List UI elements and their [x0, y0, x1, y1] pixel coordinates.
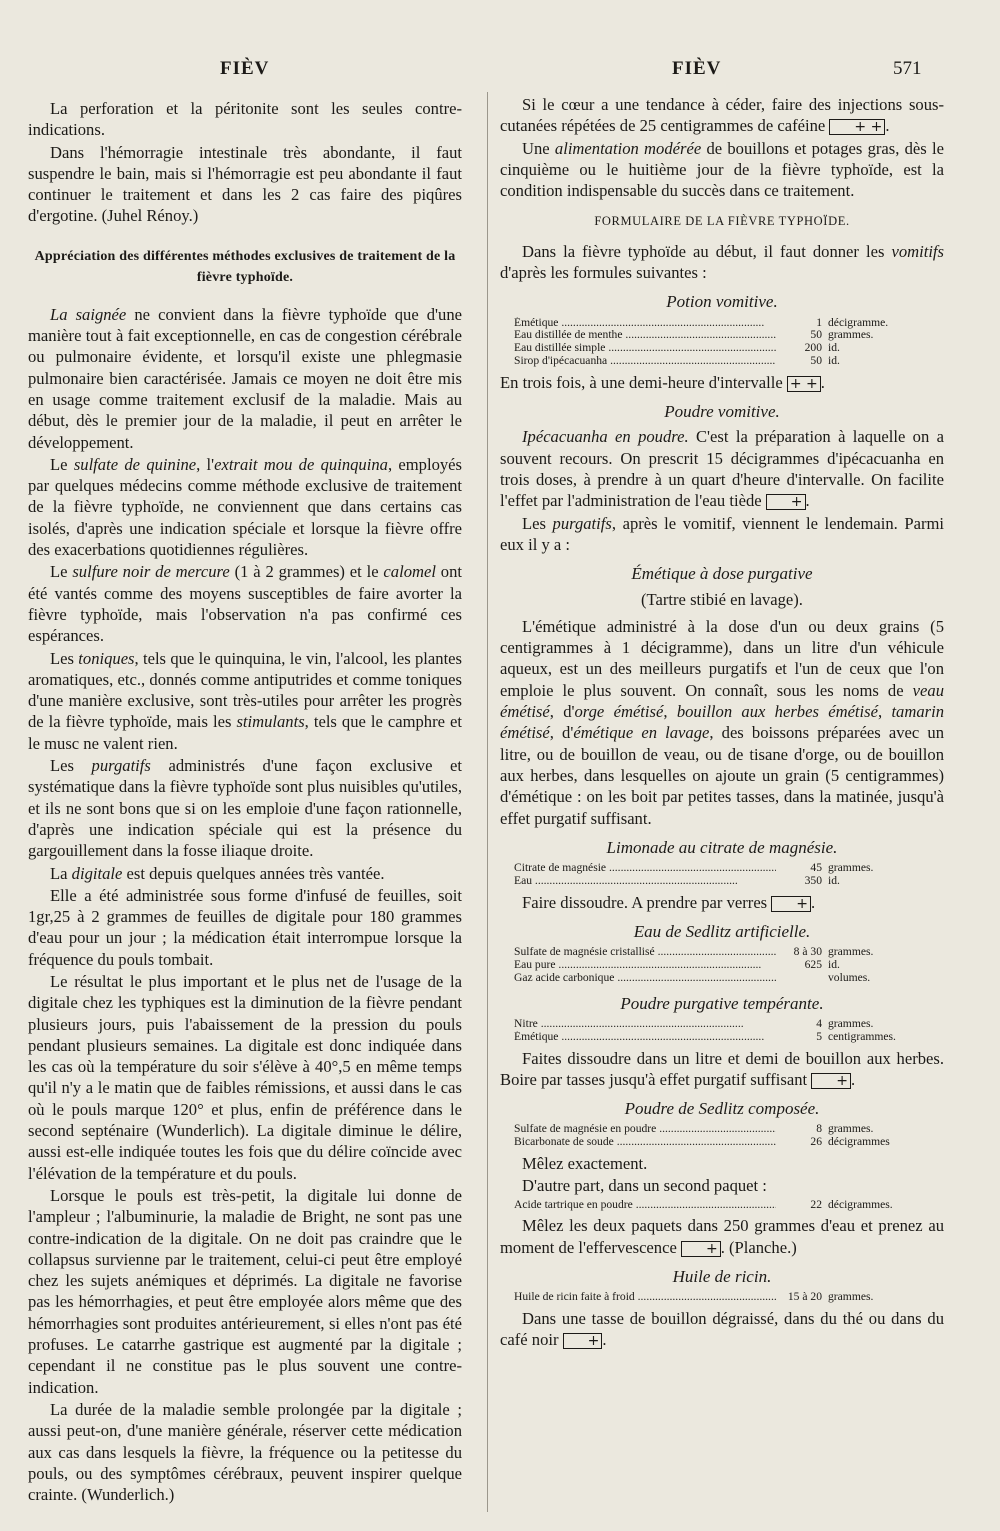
formula-row: [514, 1031, 944, 1044]
ingredient-name: Eau .....: [514, 875, 776, 888]
ingredient-name: Citrate de magnésie .....: [514, 862, 776, 875]
formula-row: [514, 946, 944, 959]
formula-row: [514, 1291, 944, 1304]
ingredient-unit: centigrammes.: [828, 1029, 896, 1043]
potion-note: En trois fois, à une demi-heure d'intervalle + + .: [500, 372, 825, 392]
paragraph-saignee: La saignée ne convient dans la fièvre typhoïde que d'une manière tout à fait exceptionnelle, en cas de congestion cérébrale ou pulmonaire évidente, et lorsqu'il existe une phlegmasie pulmonaire bien caractérisée. Jamais ce moyen ne doit être mis en usage comme traitement exclusif de la maladie. Mais au début, dès le premier jour de la maladie, il peut en arrêter le développement.: [28, 304, 463, 452]
running-head-left: FIÈV: [220, 58, 270, 79]
temperante-note: Faites dissoudre dans un litre et demi de bouillon aux herbes. Boire par tasses jusqu'à effet purgatif suffisant + .: [500, 1048, 944, 1089]
ingredient-quantity: 200: [804, 341, 822, 355]
paragraph-emetique: L'émétique administré à la dose d'un ou deux grains (5 centigrammes à 1 décigramme), dans un litre d'un véhicule aqueux, est un des meilleurs purgatifs et l'un de ceux que l'on emploie le plus souvent. On connaît, sous les noms de veau émétisé, d'orge émétisé, bouillon aux herbes émétisé, tamarin émétisé, d'émétique en lavage, des boissons préparées avec un litre, ou de bouillon de veau, ou de tisane d'orge, ou de bouillon aux herbes, dans lesquelles on ajoute un grain (5 centigrammes) d'émétique : on les boit par petites tasses, dans la matinée, jusqu'à effet purgatif suffisant.: [500, 616, 944, 828]
formula-table-acide: [514, 1199, 944, 1212]
ingredient-quantity: 8: [816, 1122, 822, 1136]
formula-table-composee: [514, 1123, 944, 1149]
formula-title-emetique: Émétique à dose purgative: [631, 564, 813, 584]
plus-plus-sign: + +: [829, 119, 885, 135]
left-column: [28, 98, 462, 1506]
formula-row: [514, 875, 944, 888]
paragraph-contraindications: La perforation et la péritonite sont les seules contre-indications.: [28, 99, 462, 140]
ingredient-name: Nitre .....: [514, 1018, 776, 1031]
limonade-note: Faire dissoudre. A prendre par verres + .: [522, 892, 816, 912]
ingredient-unit: id.: [828, 354, 840, 368]
ingredient-name: Sulfate de magnésie en poudre .....: [514, 1123, 776, 1136]
ingredient-unit: grammes.: [828, 1290, 874, 1304]
paragraph-hemorrhage: Dans l'hémorragie intestinale très abondante, il faut suspendre le bain, mais si l'hémorragie est peu abondante il faut continuer le traitement et dans les 2 cas faire des piqûres d'ergotine. (Juhel Rénoy.): [28, 142, 462, 226]
formula-title-composee: Poudre de Sedlitz composée.: [624, 1099, 820, 1119]
formula-row: [514, 329, 944, 342]
ingredient-unit: volumes.: [828, 970, 871, 984]
paragraph-sulfate: Le sulfate de quinine, l'extrait mou de quinquina, employés par quelques médecins comme méthode exclusive de traitement de la fièvre typhoïde, ne conviennent que dans certains cas isolés, d'après une indication spéciale et lorsque la fièvre offre des exacerbations quotidiennes régulières.: [28, 454, 462, 560]
formula-row: [514, 1199, 944, 1212]
ingredient-unit: grammes.: [828, 1016, 874, 1030]
ingredient-name: Huile de ricin faite à froid .....: [514, 1291, 776, 1304]
ingredient-name: Émétique .....: [514, 1031, 776, 1044]
ingredient-quantity: 45: [810, 861, 822, 875]
formula-row: [514, 317, 944, 330]
autre-part: D'autre part, dans un second paquet :: [522, 1176, 767, 1196]
right-column: [500, 94, 944, 1352]
ingredient-unit: décigrammes: [828, 1135, 890, 1149]
formula-title-poudre: Poudre vomitive.: [664, 402, 780, 422]
page-number: 571: [893, 58, 922, 79]
paragraph-duree: La durée de la maladie semble prolongée par la digitale ; aussi peut-on, d'une manière générale, réserver cette médication aux cas dans lesquels la fièvre, la fréquence ou la petitesse du pouls, ou des symptômes cérébraux, peuvent inspirer quelque crainte. (Wunderlich.): [28, 1399, 462, 1505]
ingredient-name: Eau distillée de menthe .....: [514, 329, 776, 342]
paragraph-digitale: La digitale est depuis quelques années très vantée.: [50, 863, 385, 883]
formula-row: [514, 1136, 944, 1149]
formula-title-sedlitz: Eau de Sedlitz artificielle.: [633, 921, 811, 941]
formula-title-potion: Potion vomitive.: [666, 292, 778, 312]
ingredient-quantity: 1: [816, 315, 822, 329]
paragraph-lorsque: Lorsque le pouls est très-petit, la digitale lui donne de l'ampleur ; l'albuminurie, la maladie de Bright, ne sont pas une contre-indication de la digitale. On ne doit pas craindre que le collapsus survienne par le traitement, celui-ci peut être employé chez les sujets anémiques et déprimés. La digitale ne favorise pas les hémorrhagies, et peut être employée alors même que des hémorrhagies sont produites antérieurement, si elles n'ont pas été profuses. Le catarrhe gastrique est augmenté par la digitale ; cependant il ne constitue pas le plus souvent une contre-indication.: [28, 1185, 462, 1397]
paragraph-resultat: Le résultat le plus important et le plus net de l'usage de la digitale chez les typhiques est la diminution de la fièvre pendant plusieurs jours, puis l'abaissement de la pression du pouls pendant plusieurs semaines. La digitale est donc indiquée dans les cas où la température du soir s'élève à 40°,5 en même temps qu'il n'y a le matin que de faibles rémissions, et aussi dans le cas où le pouls marque 120° et plus, enfin de préférence dans le second septénaire (Wunderlich). La digitale diminue le délire, aussi est-elle indiquée toutes les fois que du délire coïncide avec l'élévation de la température et du pouls.: [28, 971, 462, 1183]
formulary-title: FORMULAIRE DE LA FIÈVRE TYPHOÏDE.: [594, 214, 850, 229]
formula-row: [514, 342, 944, 355]
paragraph-toniques: Les toniques, tels que le quinquina, le vin, l'alcool, les plantes aromatiques, etc., donnés comme antiputrides et comme toniques d'une manière exclusive, sont très-utiles pour arrêter les progrès de la fièvre typhoïde, mais les stimulants, tels que le camphre et le musc ne valent rien.: [28, 648, 462, 753]
paragraph-melez: Mêlez les deux paquets dans 250 grammes d'eau et prenez au moment de l'effervescence + . (Planche.): [500, 1216, 944, 1257]
ingredient-name: Eau distillée simple .....: [514, 342, 776, 355]
formula-row: [514, 862, 944, 875]
ingredient-quantity: 22: [810, 1197, 822, 1211]
formula-table-limonade: [514, 862, 944, 888]
plus-sign: +: [563, 1333, 603, 1349]
formula-title-ricin: Huile de ricin.: [672, 1267, 772, 1287]
running-head-right: FIÈV: [672, 58, 722, 79]
formula-table-ricin: [514, 1291, 944, 1304]
column-divider: [487, 92, 488, 1512]
ingredient-name: Bicarbonate de soude .....: [514, 1136, 776, 1149]
ingredient-quantity: 15 à 20: [787, 1290, 822, 1304]
ingredient-unit: id.: [828, 873, 840, 887]
formula-table-potion: [514, 317, 944, 368]
ingredient-unit: décigrammes.: [828, 1197, 893, 1211]
ingredient-unit: grammes.: [828, 945, 874, 959]
ingredient-name: Sulfate de magnésie cristallisé .....: [514, 946, 776, 959]
paragraph-vomitifs: Dans la fièvre typhoïde au début, il faut donner les vomitifs d'après les formules suivantes :: [500, 241, 944, 283]
ingredient-name: Gaz acide carbonique .....: [514, 972, 776, 985]
ingredient-quantity: 50: [810, 328, 822, 342]
ingredient-unit: grammes.: [828, 861, 874, 875]
section-heading: Appréciation des différentes méthodes exclusives de traitement de la fièvre typhoïde.: [34, 248, 456, 285]
ingredient-name: Sirop d'ipécacuanha .....: [514, 355, 776, 368]
ingredient-unit: grammes.: [828, 328, 874, 342]
formula-row: [514, 1018, 944, 1031]
paragraph-sulfure: Le sulfure noir de mercure (1 à 2 grammes) et le calomel ont été vantés comme des moyens susceptibles de faire avorter la fièvre typhoïde, mais l'observation n'a pas confirmé ces espérances.: [28, 562, 462, 646]
ingredient-name: Émétique .....: [514, 317, 776, 330]
ingredient-quantity: 26: [810, 1135, 822, 1149]
formula-row: [514, 959, 944, 972]
ingredient-unit: décigramme.: [828, 315, 889, 329]
ingredient-unit: id.: [828, 341, 840, 355]
ingredient-quantity: 8 à 30: [793, 945, 822, 959]
ricin-note: Dans une tasse de bouillon dégraissé, dans du thé ou dans du café noir + .: [500, 1309, 944, 1350]
formula-row: [514, 972, 944, 985]
ingredient-quantity: [776, 972, 828, 985]
ingredient-quantity: 50: [810, 354, 822, 368]
ingredient-unit: id.: [828, 958, 840, 972]
melez-exactement: Mêlez exactement.: [522, 1154, 648, 1174]
paragraph-administration: Elle a été administrée sous forme d'infusé de feuilles, soit 1gr,25 à 2 grammes de feuilles de digitale pour 180 grammes d'eau pour un jour ; la médication était interrompue lorsque la fréquence du pouls tombait.: [28, 885, 462, 969]
plus-plus-sign: + +: [787, 376, 821, 392]
plus-sign: +: [771, 896, 811, 912]
paragraph-purgatifs: Les purgatifs administrés d'une façon exclusive et systématique dans la fièvre typhoïde sont plus nuisibles qu'utiles, et ils ne sont bons que si on les emploie d'une façon rationnelle, d'après une indication spéciale qui est la présence du gargouillement dans la fosse iliaque droite.: [28, 756, 463, 861]
formula-table-sedlitz: [514, 946, 944, 984]
ingredient-name: Eau pure .....: [514, 959, 776, 972]
paragraph-purgatifs-right: Les purgatifs, après le vomitif, viennent le lendemain. Parmi eux il y a :: [500, 513, 944, 554]
formula-subtitle-emetique: (Tartre stibié en lavage).: [641, 589, 803, 609]
paragraph-alimentation: Une alimentation modérée de bouillons et potages gras, dès le cinquième ou le huitième jour de la fièvre typhoïde, est la condition indispensable du succès dans ce traitement.: [500, 138, 944, 201]
ingredient-name: Acide tartrique en poudre .....: [514, 1199, 776, 1212]
plus-sign: +: [681, 1241, 721, 1257]
plus-sign: +: [766, 494, 806, 510]
formula-title-limonade: Limonade au citrate de magnésie.: [606, 837, 838, 857]
formula-title-temperante: Poudre purgative tempérante.: [620, 993, 824, 1013]
ingredient-quantity: 4: [816, 1016, 822, 1030]
formula-table-temperante: [514, 1018, 944, 1044]
ingredient-quantity: 350: [804, 873, 822, 887]
ingredient-quantity: 625: [804, 958, 822, 972]
paragraph-coeur: Si le cœur a une tendance à céder, faire des injections sous-cutanées répétées de 25 centigrammes de caféine + + .: [500, 95, 944, 136]
ingredient-quantity: 5: [816, 1029, 822, 1043]
ingredient-unit: grammes.: [828, 1122, 874, 1136]
formula-row: [514, 355, 944, 368]
paragraph-ipecacuanha: Ipécacuanha en poudre. C'est la préparation à laquelle on a souvent recours. On prescrit 15 décigrammes d'ipécacuanha en trois doses, à prendre à un quart d'heure d'intervalle. On facilite l'effet par l'administration de l'eau tiède + .: [500, 427, 944, 511]
plus-sign: +: [811, 1073, 851, 1089]
